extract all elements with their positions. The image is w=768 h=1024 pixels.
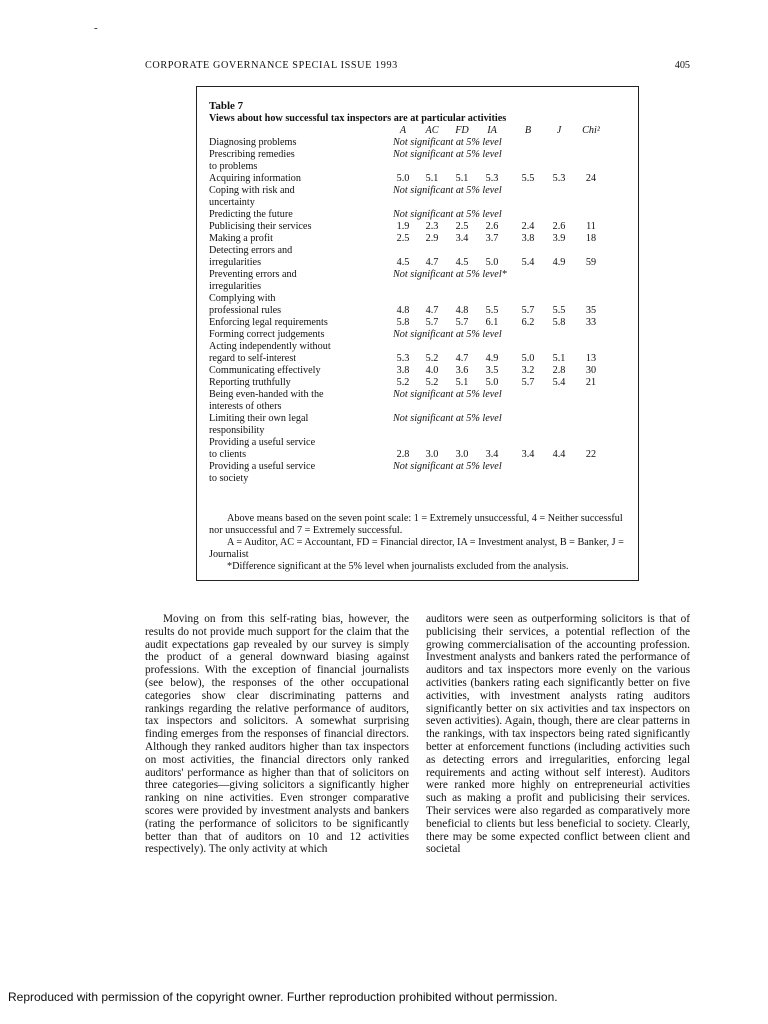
row-label: Providing a useful service xyxy=(209,461,316,472)
table-row xyxy=(209,341,634,353)
table-cell: 3.8 xyxy=(521,233,535,244)
row-label: Publicising their services xyxy=(209,221,312,232)
table-cell: 3.7 xyxy=(485,233,499,244)
table-row xyxy=(209,281,634,293)
not-significant-note: Not significant at 5% level xyxy=(393,329,502,340)
table-note-significance: *Difference significant at the 5% level when journalists excluded from the analysis. xyxy=(227,561,569,572)
table-cell: 5.7 xyxy=(521,305,535,316)
page-number: 405 xyxy=(674,60,690,71)
column-header: Chi² xyxy=(582,125,600,136)
table-cell: 5.2 xyxy=(396,377,410,388)
running-header xyxy=(145,60,690,71)
table-row xyxy=(209,197,634,209)
row-label: Being even-handed with the xyxy=(209,389,324,400)
table-row xyxy=(209,173,634,185)
table-cell: 5.2 xyxy=(425,377,439,388)
table-cell: 3.8 xyxy=(396,365,410,376)
table-cell: 5.3 xyxy=(396,353,410,364)
table-cell: 5.4 xyxy=(521,257,535,268)
table-row xyxy=(209,305,634,317)
not-significant-note: Not significant at 5% level xyxy=(393,461,502,472)
table-cell: 2.8 xyxy=(552,365,566,376)
table-cell: 5.0 xyxy=(396,173,410,184)
table-cell: 3.5 xyxy=(485,365,499,376)
row-label: uncertainty xyxy=(209,197,255,208)
row-label: Forming correct judgements xyxy=(209,329,325,340)
row-label: Making a profit xyxy=(209,233,273,244)
body-column-right: auditors were seen as outperforming solicitors is that of publicising their services, a potential reflection of the growing commercialisation of the accounting profession. Investment analysts and bankers rated the performance of auditors and tax inspectors more evenly on the various activities (bankers rating each significantly better on five activities, with investment analysts rating auditors significantly better on six activities and tax inspectors on seven activities). Again, though, there are clear patterns in the rankings, with tax inspectors being rated significantly better at enforcement functions (including activities such as detecting errors and irregularities, enforcing legal requirements and acting without self interest). Auditors were ranked more highly on entrepreneurial activities such as making a profit and publicising their services. Their services were also regarded as comparatively more beneficial to clients but less beneficial to society. Clearly, there may be some expected conflict between client and societal xyxy=(426,613,690,856)
table-column-headers xyxy=(209,125,634,137)
row-label: Acting independently without xyxy=(209,341,331,352)
table-cell: 4.5 xyxy=(396,257,410,268)
table-cell: 59 xyxy=(585,257,597,268)
table-cell: 4.7 xyxy=(425,305,439,316)
table-row xyxy=(209,245,634,257)
not-significant-note: Not significant at 5% level xyxy=(393,389,502,400)
table-number: Table 7 xyxy=(209,100,244,112)
table-row xyxy=(209,353,634,365)
table-cell: 21 xyxy=(585,377,597,388)
table-row xyxy=(209,377,634,389)
table-row xyxy=(209,161,634,173)
table-cell: 2.5 xyxy=(455,221,469,232)
row-label: Enforcing legal requirements xyxy=(209,317,328,328)
table-row xyxy=(209,329,634,341)
table-row xyxy=(209,293,634,305)
row-label: interests of others xyxy=(209,401,282,412)
row-label: to problems xyxy=(209,161,258,172)
column-header: J xyxy=(556,125,562,136)
journal-title: CORPORATE GOVERNANCE SPECIAL ISSUE 1993 xyxy=(145,60,398,71)
table-cell: 5.1 xyxy=(455,173,469,184)
not-significant-note: Not significant at 5% level xyxy=(393,149,502,160)
copyright-footer: Reproduced with permission of the copyright owner. Further reproduction prohibited without permission. xyxy=(8,990,558,1004)
table-cell: 2.3 xyxy=(425,221,439,232)
table-cell: 4.5 xyxy=(455,257,469,268)
table-row xyxy=(209,269,634,281)
table-cell: 2.4 xyxy=(521,221,535,232)
table-cell: 5.8 xyxy=(396,317,410,328)
row-label: Providing a useful service xyxy=(209,437,316,448)
row-label: to clients xyxy=(209,449,247,460)
table-cell: 3.9 xyxy=(552,233,566,244)
table-cell: 3.0 xyxy=(455,449,469,460)
table-row xyxy=(209,461,634,473)
row-label: Detecting errors and xyxy=(209,245,293,256)
table-row xyxy=(209,257,634,269)
table-cell: 3.4 xyxy=(455,233,469,244)
not-significant-note: Not significant at 5% level xyxy=(393,209,502,220)
table-row xyxy=(209,317,634,329)
table-cell: 1.9 xyxy=(396,221,410,232)
not-significant-note: Not significant at 5% level xyxy=(393,137,502,148)
table-cell: 2.8 xyxy=(396,449,410,460)
column-header: A xyxy=(399,125,407,136)
table-row xyxy=(209,449,634,461)
row-label: regard to self-interest xyxy=(209,353,297,364)
table-cell: 5.5 xyxy=(552,305,566,316)
table-cell: 3.4 xyxy=(485,449,499,460)
table-cell: 2.6 xyxy=(552,221,566,232)
table-row xyxy=(209,401,634,413)
table-cell: 4.8 xyxy=(396,305,410,316)
table-cell: 5.2 xyxy=(425,353,439,364)
table-cell: 4.7 xyxy=(455,353,469,364)
table-row xyxy=(209,365,634,377)
row-label: Diagnosing problems xyxy=(209,137,297,148)
table-cell: 4.0 xyxy=(425,365,439,376)
row-label: Limiting their own legal xyxy=(209,413,309,424)
table-row xyxy=(209,209,634,221)
table-cell: 6.1 xyxy=(485,317,499,328)
table-cell: 3.6 xyxy=(455,365,469,376)
table-cell: 5.5 xyxy=(521,173,535,184)
table-cell: 5.7 xyxy=(521,377,535,388)
column-header: FD xyxy=(455,125,469,136)
row-label: Preventing errors and xyxy=(209,269,297,280)
table-row xyxy=(209,149,634,161)
row-label: Predicting the future xyxy=(209,209,293,220)
table-cell: 5.0 xyxy=(521,353,535,364)
not-significant-note: Not significant at 5% level xyxy=(393,413,502,424)
row-label: Coping with risk and xyxy=(209,185,295,196)
row-label: irregularities xyxy=(209,281,262,292)
table-cell: 5.7 xyxy=(455,317,469,328)
table-cell: 2.6 xyxy=(485,221,499,232)
table-cell: 5.3 xyxy=(552,173,566,184)
table-cell: 2.5 xyxy=(396,233,410,244)
row-label: Acquiring information xyxy=(209,173,301,184)
table-cell: 18 xyxy=(585,233,597,244)
table-row xyxy=(209,185,634,197)
row-label: irregularities xyxy=(209,257,262,268)
table-cell: 3.2 xyxy=(521,365,535,376)
table-7 xyxy=(196,86,639,581)
table-cell: 5.1 xyxy=(425,173,439,184)
row-label: to society xyxy=(209,473,249,484)
table-row xyxy=(209,137,634,149)
table-row xyxy=(209,425,634,437)
table-cell: 5.1 xyxy=(552,353,566,364)
table-cell: 35 xyxy=(585,305,597,316)
margin-mark: - xyxy=(94,22,98,34)
row-label: professional rules xyxy=(209,305,282,316)
table-cell: 4.8 xyxy=(455,305,469,316)
column-header: IA xyxy=(487,125,497,136)
table-cell: 24 xyxy=(585,173,597,184)
table-cell: 11 xyxy=(586,221,596,232)
table-cell: 5.5 xyxy=(485,305,499,316)
table-note-abbreviations: A = Auditor, AC = Accountant, FD = Financial director, IA = Investment analyst, B = Banker, J = Journalist xyxy=(209,537,624,560)
row-label: responsibility xyxy=(209,425,265,436)
table-cell: 4.9 xyxy=(552,257,566,268)
table-cell: 5.7 xyxy=(425,317,439,328)
table-note-scale: Above means based on the seven point scale: 1 = Extremely unsuccessful, 4 = Neither successful nor unsuccessful and 7 = Extremely successful. xyxy=(209,513,623,536)
table-cell: 5.8 xyxy=(552,317,566,328)
table-cell: 6.2 xyxy=(521,317,535,328)
table-notes xyxy=(209,513,629,573)
row-label: Prescribing remedies xyxy=(209,149,295,160)
body-column-left: Moving on from this self-rating bias, however, the results do not provide much support for the claim that the audit expectations gap revealed by our survey is simply the product of a general downward biasing against professions. With the exception of financial journalists (see below), the responses of the other occupational categories show clear discriminating patterns and rankings regarding the relative performance of auditors, tax inspectors and solicitors. A somewhat surprising finding emerges from the responses of financial directors. Although they ranked auditors higher than tax inspectors on most activities, the financial directors only ranked auditors' performance as higher than that of solicitors on three categories—giving solicitors a significantly higher ranking on nine activities. Even stronger comparative scores were provided by investment analysts and bankers (rating the performance of solicitors to be significantly better than that of auditors on 10 and 12 activities respectively). The only activity at which xyxy=(145,613,409,856)
row-label: Complying with xyxy=(209,293,276,304)
table-cell: 5.0 xyxy=(485,377,499,388)
not-significant-note: Not significant at 5% level* xyxy=(393,269,507,280)
row-label: Reporting truthfully xyxy=(209,377,291,388)
table-cell: 5.0 xyxy=(485,257,499,268)
table-row xyxy=(209,221,634,233)
table-row xyxy=(209,473,634,485)
table-cell: 30 xyxy=(585,365,597,376)
column-header: B xyxy=(524,125,532,136)
table-row xyxy=(209,413,634,425)
table-cell: 5.1 xyxy=(455,377,469,388)
table-row xyxy=(209,233,634,245)
table-cell: 4.9 xyxy=(485,353,499,364)
table-cell: 4.4 xyxy=(552,449,566,460)
table-cell: 22 xyxy=(585,449,597,460)
table-cell: 5.3 xyxy=(485,173,499,184)
table-title: Views about how successful tax inspectors are at particular activities xyxy=(209,113,507,124)
row-label: Communicating effectively xyxy=(209,365,321,376)
table-row xyxy=(209,389,634,401)
table-cell: 13 xyxy=(585,353,597,364)
table-cell: 3.4 xyxy=(521,449,535,460)
table-cell: 4.7 xyxy=(425,257,439,268)
table-cell: 5.4 xyxy=(552,377,566,388)
not-significant-note: Not significant at 5% level xyxy=(393,185,502,196)
table-cell: 3.0 xyxy=(425,449,439,460)
column-header: AC xyxy=(425,125,439,136)
table-cell: 33 xyxy=(585,317,597,328)
table-cell: 2.9 xyxy=(425,233,439,244)
table-row xyxy=(209,437,634,449)
